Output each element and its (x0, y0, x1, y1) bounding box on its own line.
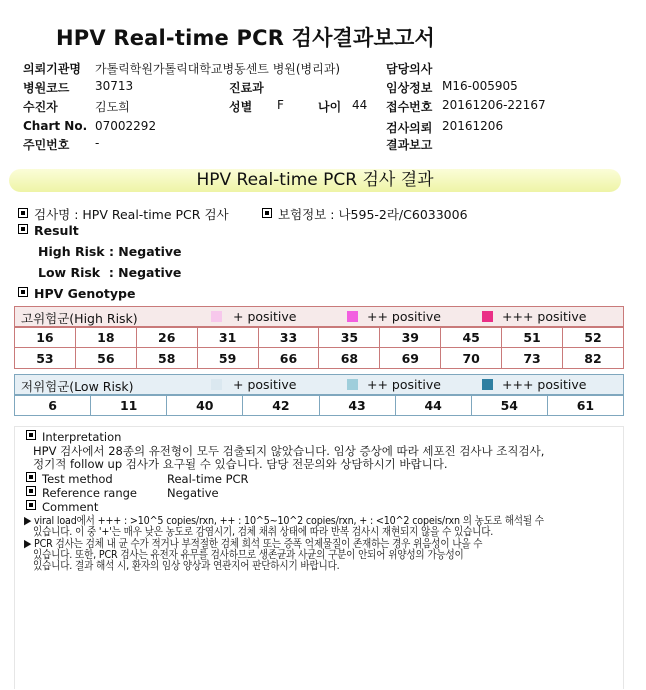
genotype-cell: 39 (380, 327, 441, 348)
genotype-cell: 16 (15, 327, 76, 348)
legend-plus-label: + positive (233, 309, 297, 324)
legend-plus2-label: ++ positive (367, 309, 441, 324)
chart-value: 07002292 (95, 119, 157, 133)
comment-line-1b: 있습니다. 이 중 '+'는 매우 낮은 농도로 감염시기, 검체 채취 상태에 따라 반복 검사시 재현되지 않을 수 있습니다. (33, 525, 494, 538)
sex-label: 성별 (229, 100, 253, 114)
requester-label: 의뢰기관명 (23, 62, 81, 76)
genotype-cell: 33 (258, 327, 319, 348)
legend-plus3-label: +++ positive (502, 309, 587, 324)
report-label: 결과보고 (386, 138, 433, 152)
bullet-square-icon (262, 208, 272, 218)
report-title: HPV Real-time PCR 검사결과보고서 (56, 26, 435, 50)
receipt-label: 접수번호 (386, 100, 433, 114)
comment-line-2b: 있습니다. 또한, PCR 검사는 유전자 유무를 검사하므로 생존균과 사균의 구분이 안되어 위양성의 가능성이 (33, 548, 464, 561)
low-risk-header (14, 374, 624, 396)
comment-line-2a: ▶ PCR 검사는 검체 내 균 수가 적거나 부적절한 검체 희석 또는 증폭 억제물질이 존재하는 경우 위음성이 나올 수 (24, 537, 483, 550)
clinical-label: 임상정보 (386, 81, 433, 95)
bullet-square-icon (26, 472, 36, 482)
genotype-cell: 69 (380, 348, 441, 369)
hospital-code-label: 병원코드 (23, 81, 70, 95)
insurance-info (262, 205, 468, 223)
resident-value: - (95, 136, 100, 150)
legend-plus2-swatch (347, 311, 358, 322)
genotype-cell: 6 (15, 395, 91, 416)
insurance-text: 보험정보 : 나595-2라/C6033006 (278, 207, 468, 222)
genotype-cell: 66 (258, 348, 319, 369)
genotype-cell: 52 (563, 327, 624, 348)
genotype-cell: 26 (136, 327, 197, 348)
genotype-cell: 61 (547, 395, 623, 416)
interpretation-header-text: Interpretation (42, 430, 122, 444)
chart-label: Chart No. (23, 119, 88, 133)
collector-label: 수진자 (23, 100, 58, 114)
low-risk-result: Low Risk : Negative (38, 265, 182, 280)
interpretation-line-2: 정기적 follow up 검사가 요구될 수 있습니다. 담당 전문의와 상담하시기 바랍니다. (33, 457, 448, 471)
high-risk-genotype-table (14, 326, 624, 369)
result-header-text: Result (34, 223, 79, 238)
bullet-square-icon (26, 430, 36, 440)
reference-row (26, 487, 137, 499)
genotype-cell: 51 (502, 327, 563, 348)
genotype-cell: 54 (471, 395, 547, 416)
genotype-cell: 18 (75, 327, 136, 348)
high-risk-result: High Risk : Negative (38, 244, 182, 259)
test-method-label: Test method (42, 472, 113, 486)
legend-low-plus-label: + positive (233, 377, 297, 392)
comment-label: Comment (42, 500, 99, 514)
comment-header (26, 501, 98, 513)
receipt-value: 20161206-22167 (442, 98, 546, 112)
results-banner (9, 169, 621, 192)
genotype-cell: 43 (319, 395, 395, 416)
low-risk-genotype-table (14, 394, 624, 416)
genotype-header-text: HPV Genotype (34, 286, 136, 301)
genotype-cell: 40 (167, 395, 243, 416)
hospital-code-value: 30713 (95, 79, 134, 93)
age-label: 나이 (318, 100, 342, 114)
table-row (15, 348, 624, 369)
table-row (15, 327, 624, 348)
test-method-value: Real-time PCR (167, 472, 249, 486)
genotype-cell: 42 (243, 395, 319, 416)
genotype-section-header (18, 286, 135, 301)
genotype-cell: 35 (319, 327, 380, 348)
request-date-value: 20161206 (442, 119, 504, 133)
bullet-square-icon (26, 500, 36, 510)
legend-low-plus3-label: +++ positive (502, 377, 587, 392)
genotype-cell: 44 (395, 395, 471, 416)
sex-value: F (277, 98, 284, 112)
legend-low-plus3-swatch (482, 379, 493, 390)
legend-low-plus-swatch (211, 379, 222, 390)
bullet-square-icon (18, 224, 28, 234)
collector-value: 김도희 (95, 100, 130, 114)
interpretation-line-1: HPV 검사에서 28종의 유전형이 모두 검출되지 않았습니다. 임상 증상에 따라 세포진 검사나 조직검사, (33, 444, 545, 458)
legend-plus-swatch (211, 311, 222, 322)
request-date-label: 검사의뢰 (386, 121, 433, 135)
genotype-cell: 53 (15, 348, 76, 369)
low-risk-label: 저위험군(Low Risk) (21, 379, 134, 394)
reference-label: Reference range (42, 486, 138, 500)
clinical-value: M16-005905 (442, 79, 518, 93)
legend-plus3-swatch (482, 311, 493, 322)
department-label: 진료과 (229, 81, 264, 95)
genotype-cell: 45 (441, 327, 502, 348)
genotype-cell: 68 (319, 348, 380, 369)
genotype-cell: 82 (563, 348, 624, 369)
bullet-square-icon (18, 208, 28, 218)
genotype-cell: 73 (502, 348, 563, 369)
genotype-cell: 56 (75, 348, 136, 369)
requester-value: 가톨릭학원가톨릭대학교병동센트 병원(병리과) (95, 62, 341, 76)
reference-value: Negative (167, 486, 219, 500)
test-method-row (26, 473, 113, 485)
bullet-square-icon (26, 486, 36, 496)
genotype-cell: 11 (91, 395, 167, 416)
high-risk-header (14, 306, 624, 328)
result-section-header (18, 223, 79, 238)
comment-line-1a: ▶ viral load에서 +++ : >10^5 copies/rxn, ++ : 10^5~10^2 copies/rxn, + : <10^2 copeis/rxn 의 농도로 해석될 수 (24, 514, 544, 527)
genotype-cell: 59 (197, 348, 258, 369)
genotype-cell: 70 (441, 348, 502, 369)
genotype-cell: 58 (136, 348, 197, 369)
genotype-cell: 31 (197, 327, 258, 348)
resident-label: 주민번호 (23, 138, 70, 152)
test-name (18, 205, 229, 223)
banner-title: HPV Real-time PCR 검사 결과 (196, 170, 434, 190)
legend-low-plus2-swatch (347, 379, 358, 390)
doctor-label: 담당의사 (386, 62, 433, 76)
comment-line-2c: 있습니다. 결과 해석 시, 환자의 임상 양상과 연관지어 판단하시기 바랍니다. (33, 559, 340, 572)
table-row (15, 395, 624, 416)
test-name-text: 검사명 : HPV Real-time PCR 검사 (34, 207, 229, 222)
interpretation-header (26, 431, 121, 443)
bullet-square-icon (18, 287, 28, 297)
age-value: 44 (352, 98, 368, 112)
legend-low-plus2-label: ++ positive (367, 377, 441, 392)
high-risk-label: 고위험군(High Risk) (21, 311, 138, 326)
